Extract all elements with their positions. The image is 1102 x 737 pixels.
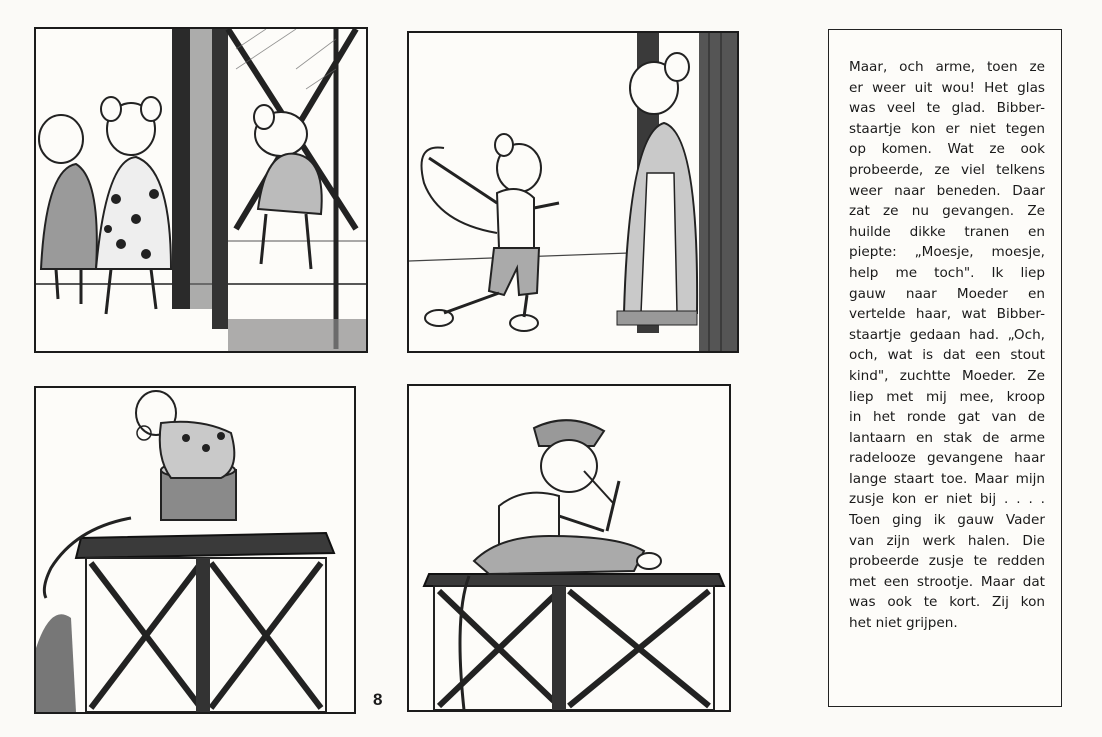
panel-3-illustration [36,388,354,712]
story-line: huilde dikke tranen en [849,223,1045,240]
story-text [849,57,1045,634]
story-line: Toen ging ik gauw Vader [849,512,1045,529]
story-line: lantaarn en stak de arme [849,429,1045,446]
comic-panel-2 [407,31,739,353]
story-line: was veel te glad. Bibber- [849,100,1045,117]
story-line: probeerde, ze viel telkens [849,161,1045,178]
story-line: liep met mij mee, kroop [849,388,1045,405]
story-line: lange staart toe. Maar mijn [849,470,1045,487]
story-line: piepte: „Moesje, moesje, [849,244,1045,261]
story-line: er weer uit wou! Het glas [849,79,1045,96]
story-line: op komen. Wat ze ook [849,141,1045,158]
page-number: 8 [373,690,383,709]
story-line: och, wat is dat een stout [849,347,1045,364]
comic-panel-1 [34,27,368,353]
story-line: weer naar beneden. Daar [849,182,1045,199]
story-line: Maar, och arme, toen ze [849,59,1045,75]
story-line: was ook te kort. Zij kon [849,594,1045,611]
comic-panel-4 [407,384,731,712]
story-line: met een strootje. Maar dat [849,573,1045,590]
story-line: staartje gedaan had. „Och, [849,326,1045,343]
panel-4-illustration [409,386,729,710]
panel-2-illustration [409,33,737,351]
story-line: vertelde haar, wat Bibber- [849,306,1045,323]
story-text-box [828,29,1062,707]
story-line: van zijn werk halen. Die [849,532,1045,549]
story-line: in het ronde gat van de [849,409,1045,426]
story-line: staartje kon er niet tegen [849,120,1045,137]
story-line: het niet grijpen. [849,615,958,632]
story-line: radelooze gevangene haar [849,450,1045,467]
story-line: zat ze nu gevangen. Ze [849,203,1045,220]
panel-1-illustration [36,29,366,351]
story-line: kind", zuchtte Moeder. Ze [849,367,1045,384]
story-line: help me toch". Ik liep [849,264,1045,281]
comic-panel-3 [34,386,356,714]
story-line: gauw naar Moeder en [849,285,1045,302]
story-line: zusje kon er niet bij . . . . [849,491,1045,508]
story-line: probeerde zusje te redden [849,553,1045,570]
